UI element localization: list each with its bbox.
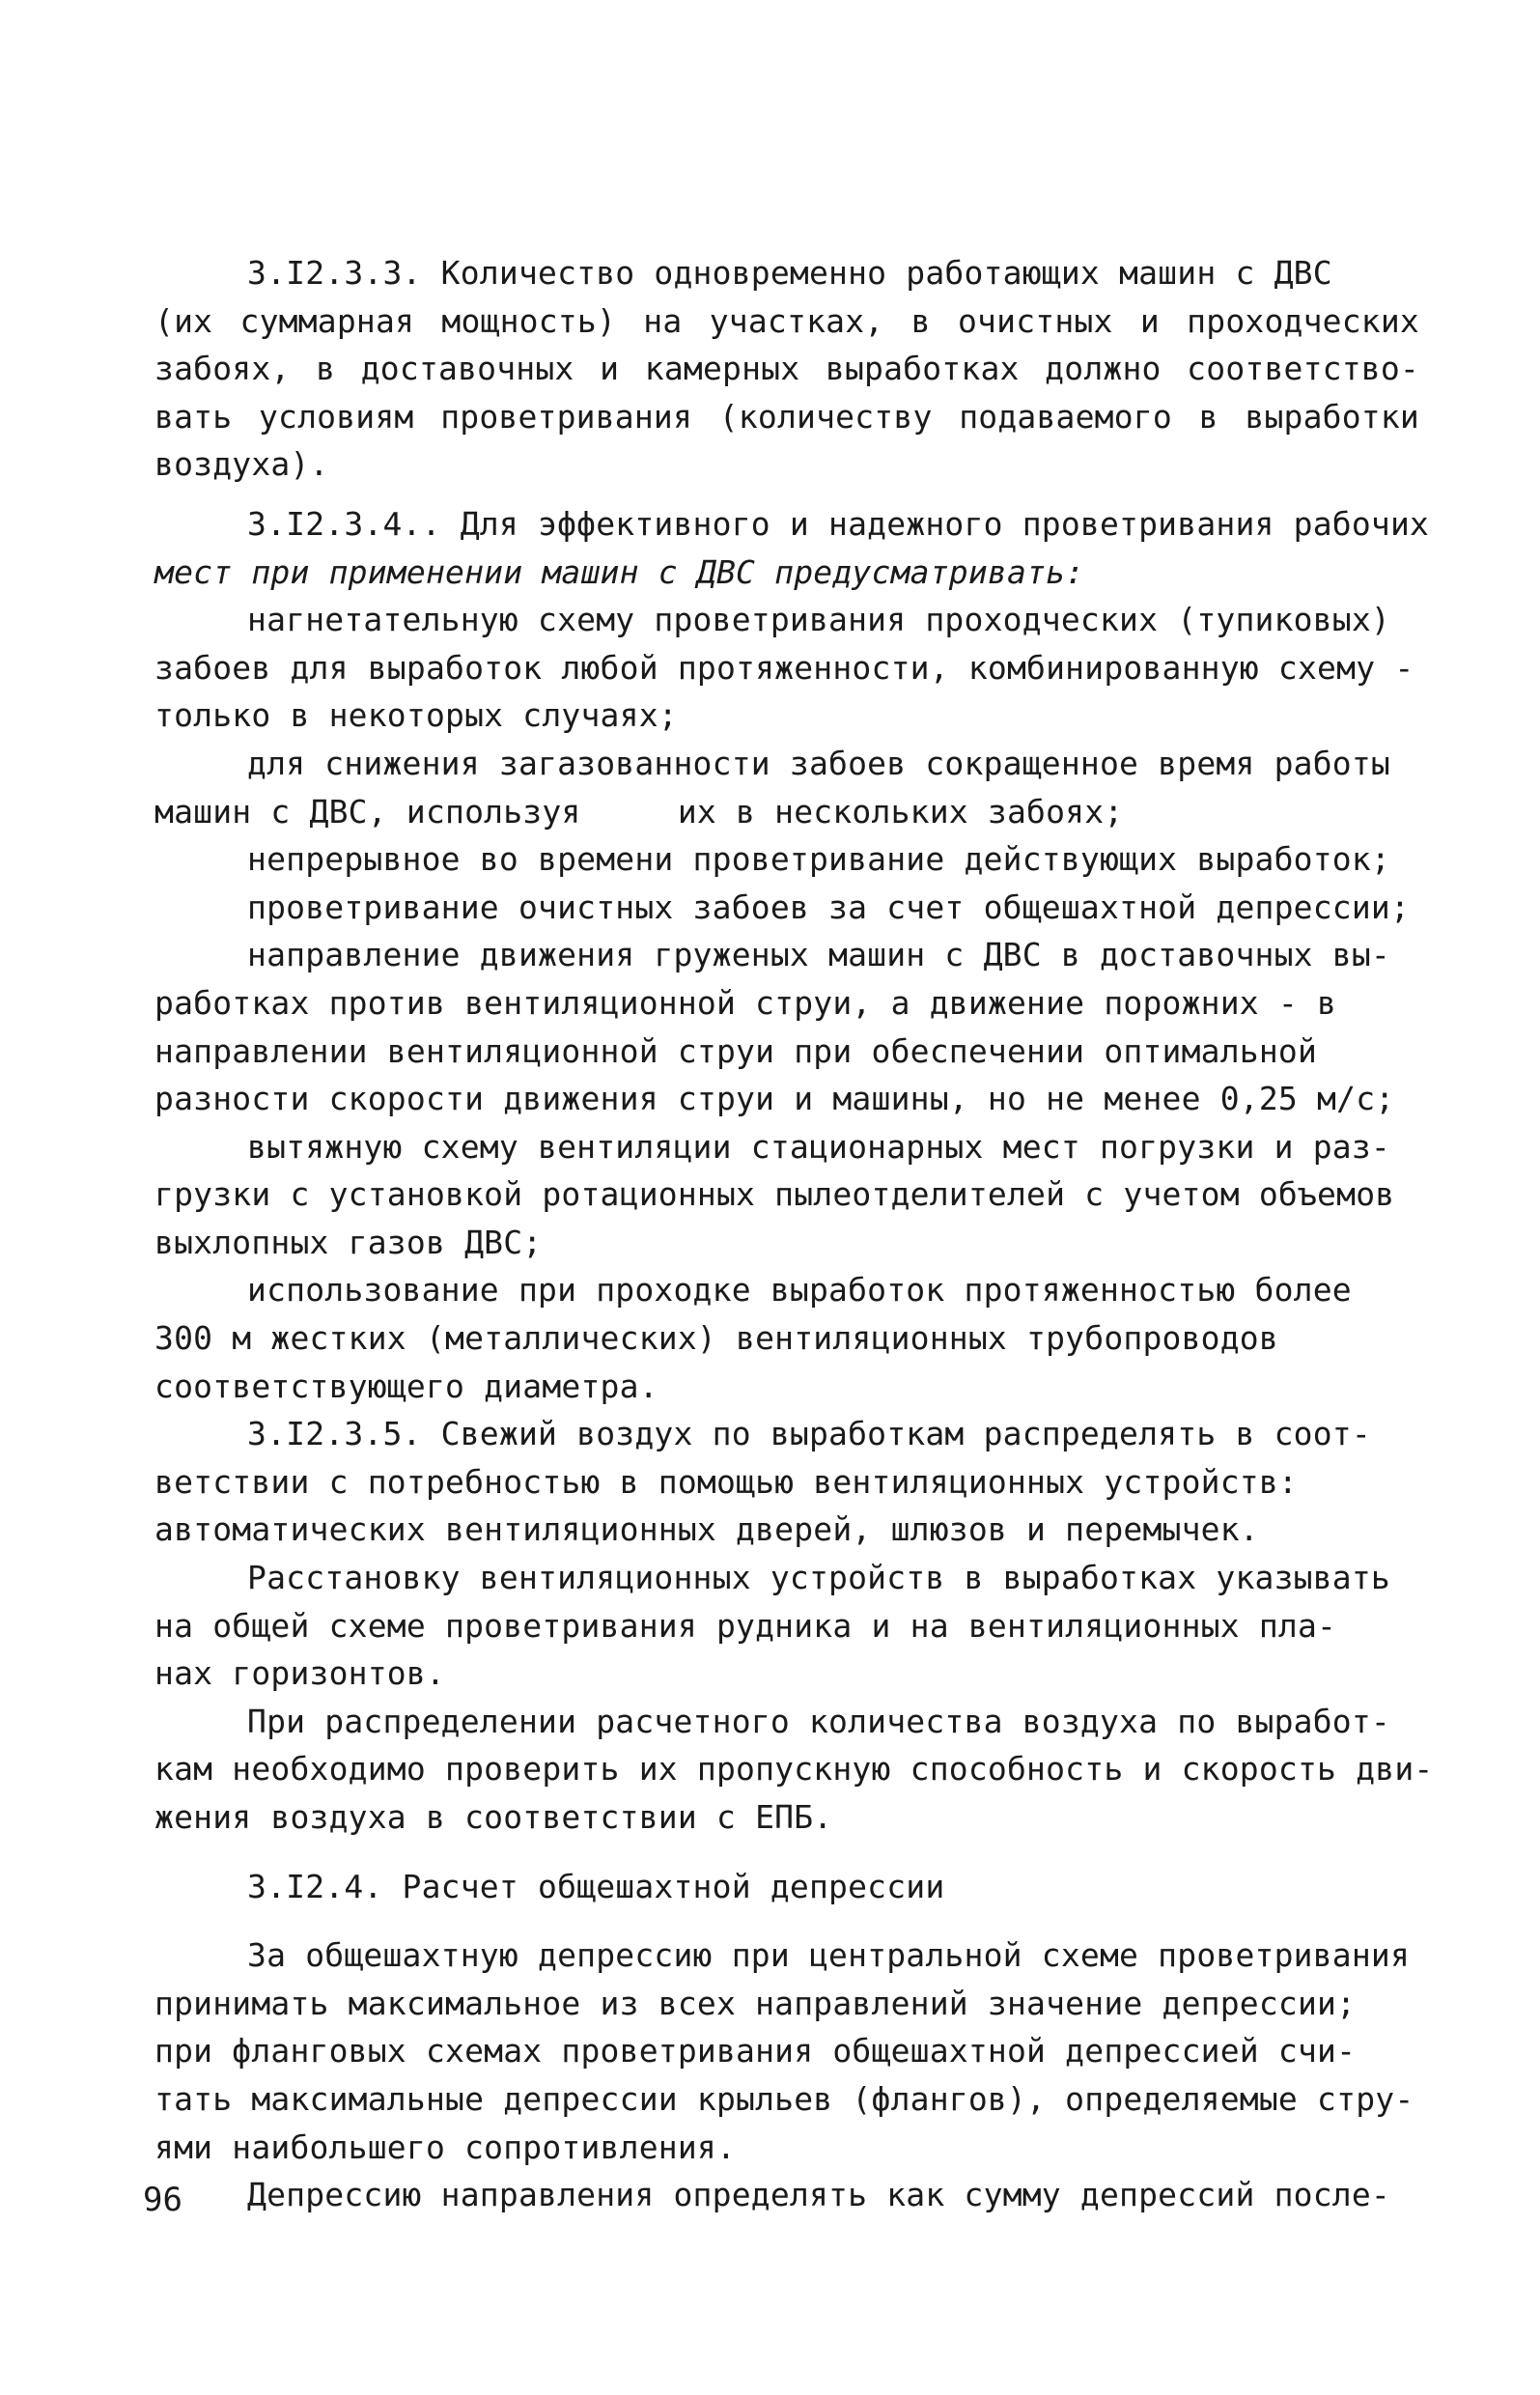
list-item-5-line-2: работках против вентиляционной струи, а движение порожних - в: [154, 983, 1337, 1022]
paragraph-3-12-3-3-line-1: 3.I2.3.3. Количество одновременно работающих машин с ДВС: [247, 254, 1332, 292]
paragraph-distribution-line-1: При распределении расчетного количества воздуха по выработ-: [247, 1702, 1390, 1740]
paragraph-3-12-3-3-line-2: (их суммарная мощность) на участках, в очистных и проходческих: [154, 301, 1419, 340]
paragraph-depression-line-5: ями наибольшего сопротивления.: [154, 2127, 737, 2166]
paragraph-depression-line-2: принимать максимальное из всех направлений значение депрессии;: [154, 1984, 1357, 2022]
list-item-1-line-2: забоев для выработок любой протяженности, комбинированную схему -: [154, 648, 1414, 687]
paragraph-3-12-3-3-line-5: воздуха).: [154, 445, 329, 484]
list-item-1-line-3: только в некоторых случаях;: [154, 696, 678, 735]
paragraph-3-12-3-3-line-4: вать условиям проветривания (количеству подаваемого в выработки: [154, 397, 1419, 436]
list-item-1-line-1: нагнетательную схему проветривания проходческих (тупиковых): [247, 601, 1390, 639]
list-item-6-line-3: выхлопных газов ДВС;: [154, 1223, 543, 1261]
paragraph-3-12-3-5-line-1: 3.I2.3.5. Свежий воздух по выработкам распределять в соот-: [247, 1415, 1371, 1453]
list-item-7-line-2: 300 м жестких (металлических) вентиляционных трубопроводов: [154, 1319, 1278, 1358]
list-item-7-line-1: использование при проходке выработок протяженностью более: [247, 1271, 1352, 1310]
list-item-3: непрерывное во времени проветривание действующих выработок;: [247, 840, 1390, 879]
list-item-5-line-4: разности скорости движения струи и машины, но не менее 0,25 м/с;: [154, 1080, 1395, 1118]
paragraph-3-12-3-5-line-2: ветствии с потребностью в помощью вентиляционных устройств:: [154, 1462, 1298, 1501]
paragraph-placement-line-1: Расстановку вентиляционных устройств в выработках указывать: [247, 1559, 1390, 1597]
list-item-6-line-2: грузки с установкой ротационных пылеотделителей с учетом объемов: [154, 1175, 1395, 1214]
list-item-5-line-1: направление движения груженых машин с ДВС в доставочных вы-: [247, 936, 1390, 974]
paragraph-3-12-3-4-line-1: 3.I2.3.4.. Для эффективного и надежного проветривания рабочих: [247, 504, 1430, 543]
section-heading-3-12-4: 3.I2.4. Расчет общешахтной депрессии: [247, 1867, 945, 1905]
page-number: 96: [143, 2181, 182, 2219]
paragraph-depression-line-1: За общешахтную депрессию при центральной схеме проветривания: [247, 1936, 1411, 1975]
paragraph-placement-line-3: нах горизонтов.: [154, 1654, 446, 1693]
list-item-4: проветривание очистных забоев за счет общешахтной депрессии;: [247, 888, 1411, 926]
paragraph-direction-line-1: Депрессию направления определять как сумму депрессий после-: [247, 2176, 1390, 2214]
paragraph-depression-line-3: при фланговых схемах проветривания общешахтной депрессией счи-: [154, 2032, 1357, 2071]
paragraph-placement-line-2: на общей схеме проветривания рудника и на вентиляционных пла-: [154, 1606, 1337, 1645]
list-item-5-line-3: направлении вентиляционной струи при обеспечении оптимальной: [154, 1031, 1318, 1070]
paragraph-3-12-3-5-line-3: автоматических вентиляционных дверей, шлюзов и перемычек.: [154, 1510, 1259, 1549]
list-item-7-line-3: соответствующего диаметра.: [154, 1367, 658, 1405]
list-item-6-line-1: вытяжную схему вентиляции стационарных мест погрузки и раз-: [247, 1127, 1390, 1166]
paragraph-3-12-3-3-line-3: забоях, в доставочных и камерных выработках должно соответство-: [154, 350, 1419, 388]
paragraph-distribution-line-3: жения воздуха в соответствии с ЕПБ.: [154, 1798, 833, 1836]
paragraph-distribution-line-2: кам необходимо проверить их пропускную способность и скорость дви-: [154, 1750, 1434, 1789]
list-item-2-line-1: для снижения загазованности забоев сокращенное время работы: [247, 744, 1390, 782]
paragraph-3-12-3-4-line-2: мест при применении машин с ДВС предусматривать:: [154, 552, 1085, 591]
list-item-2-line-2: машин с ДВС, используя их в нескольких забоях;: [154, 792, 1124, 831]
paragraph-depression-line-4: тать максимальные депрессии крыльев (флангов), определяемые стру-: [154, 2079, 1414, 2118]
body-text: [154, 249, 1434, 2219]
